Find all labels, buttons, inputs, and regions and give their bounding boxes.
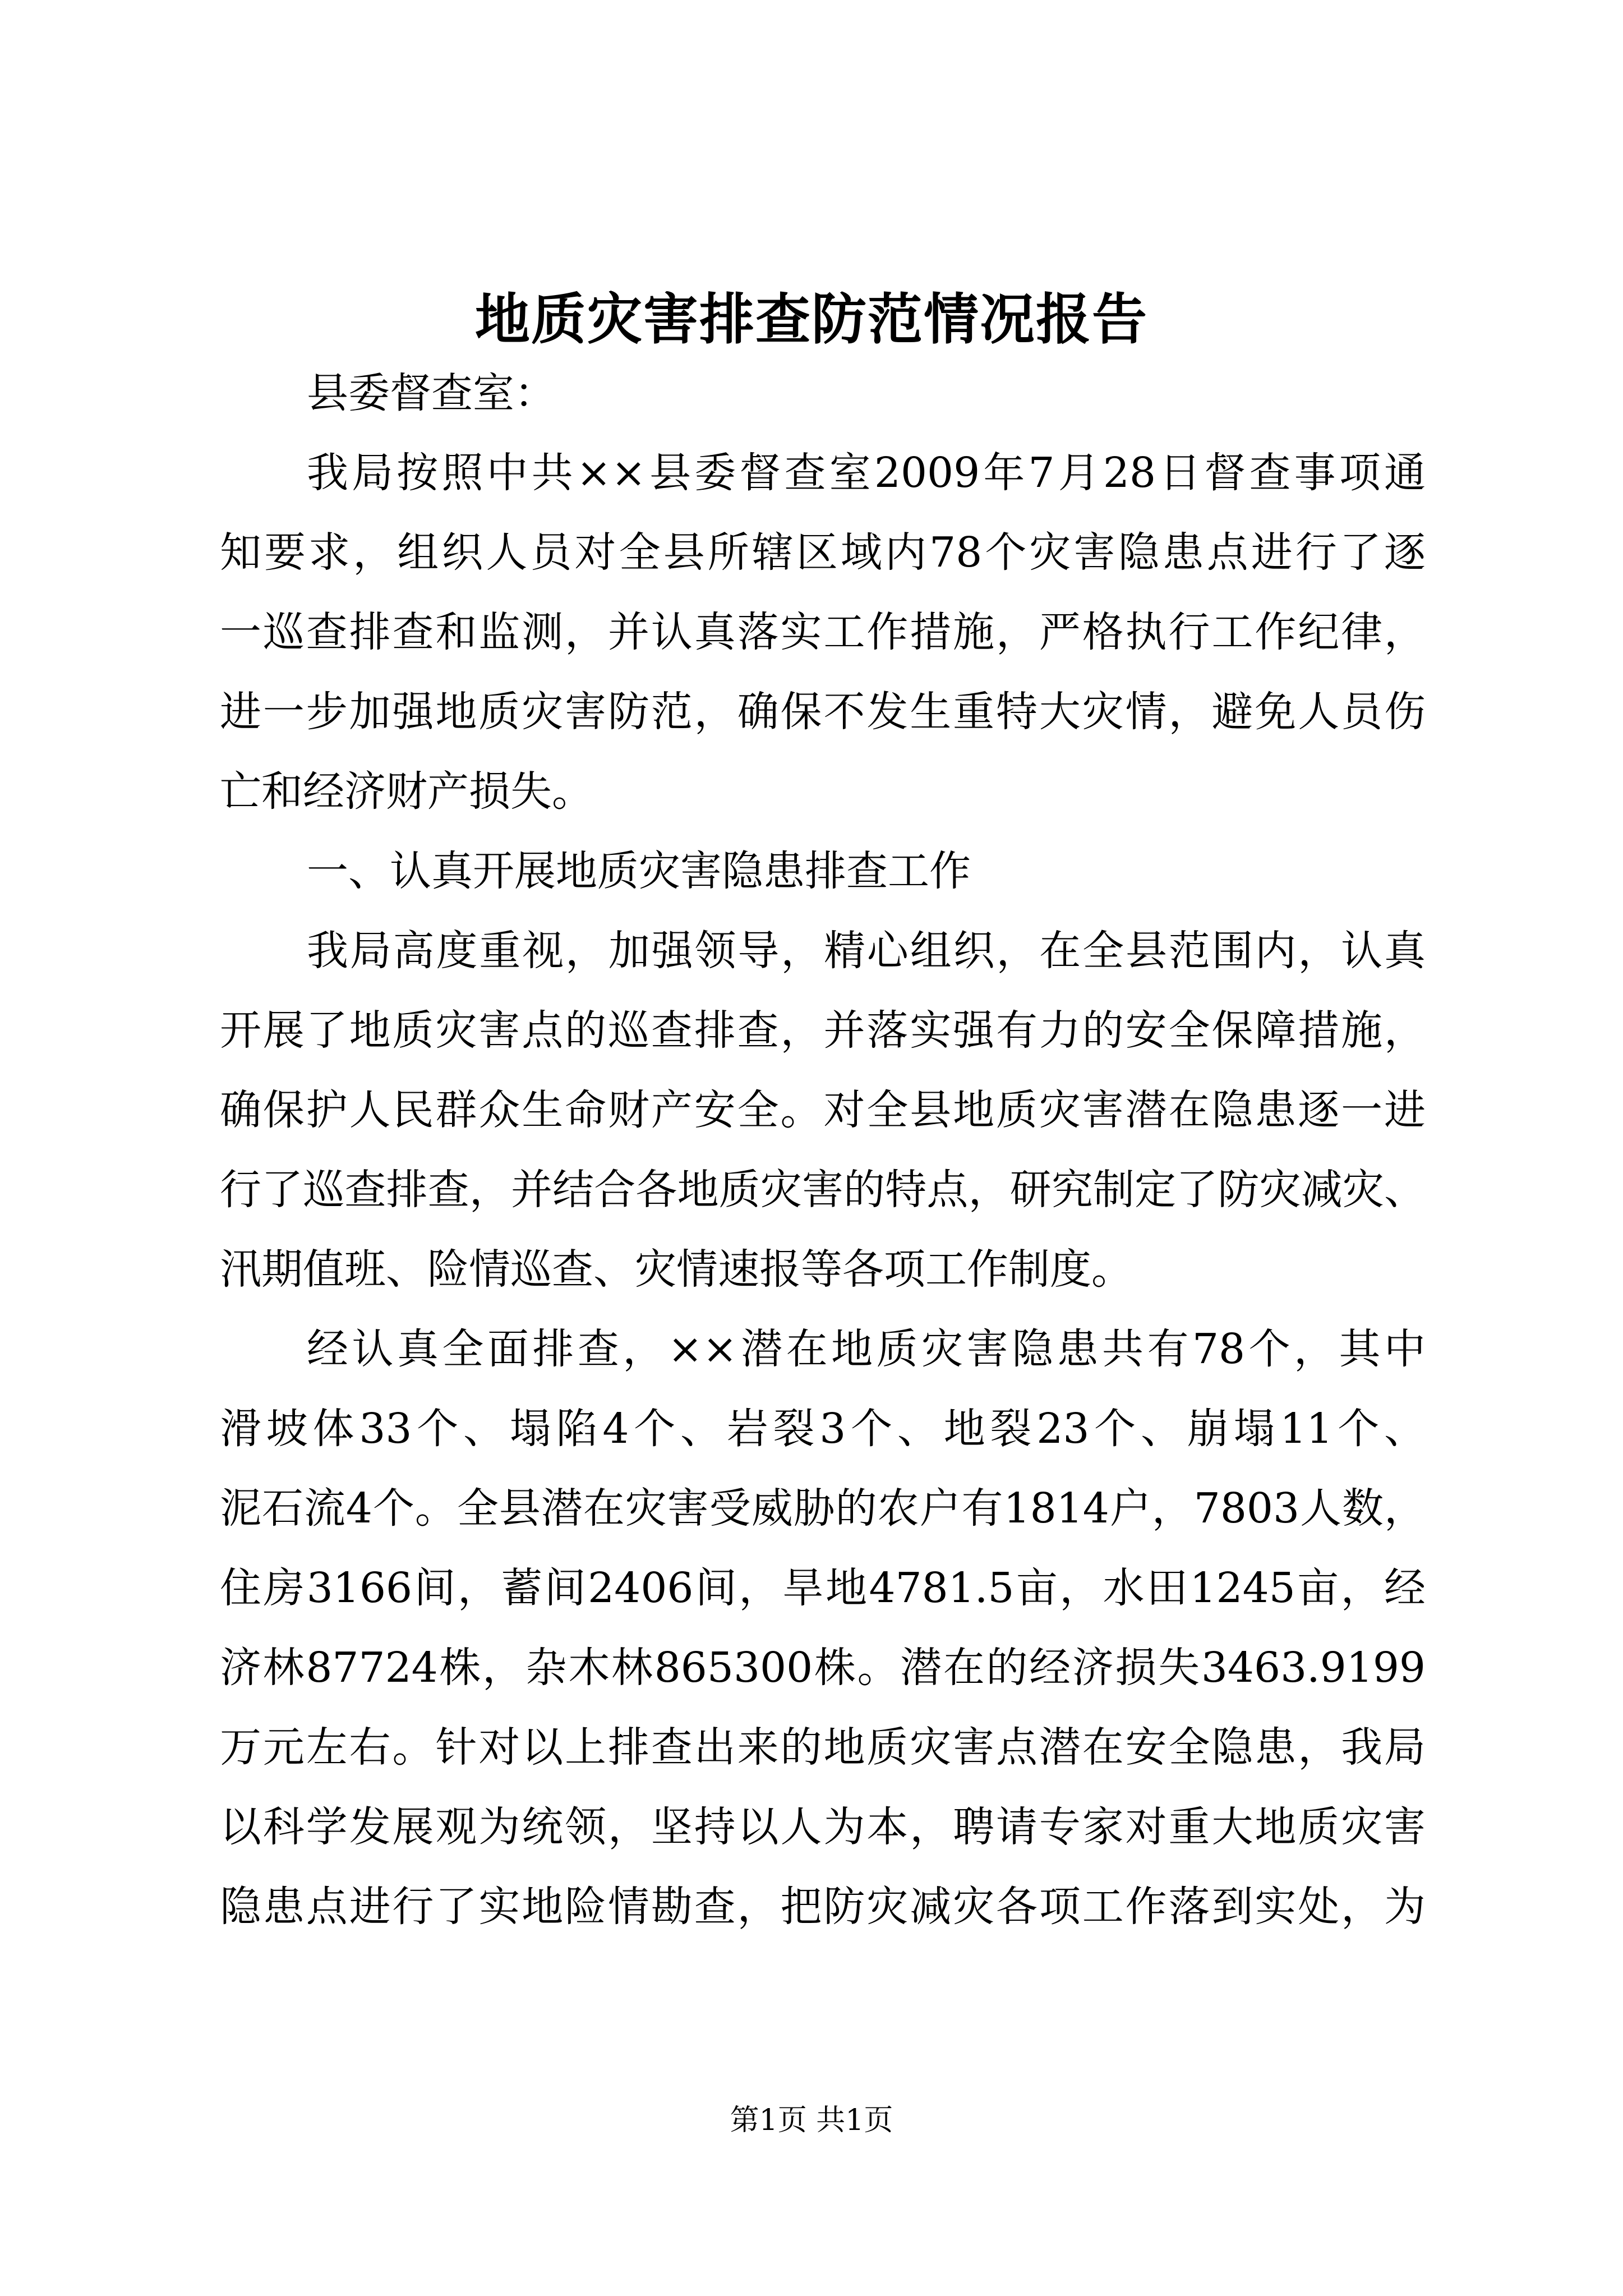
document-title: 地质灾害排查防范情况报告 (474, 287, 1148, 352)
body-line: 县委督查室： (307, 369, 556, 417)
body-line: 万元左右。针对以上排查出来的地质灾害点潜在安全隐患，我局 (220, 1723, 1426, 1772)
body-line: 住房3166间，蓄间2406间，旱地4781.5亩，水田1245亩，经 (220, 1564, 1426, 1612)
body-line: 开展了地质灾害点的巡查排查，并落实强有力的安全保障措施， (220, 1006, 1426, 1055)
body-line: 汛期值班、险情巡查、灾情速报等各项工作制度。 (220, 1245, 1133, 1294)
body-line: 我局高度重视，加强领导，精心组织，在全县范围内，认真 (307, 927, 1426, 975)
body-line: 济林87724株，杂木林865300株。潜在的经济损失3463.9199 (220, 1644, 1426, 1692)
body-line: 知要求，组织人员对全县所辖区域内78个灾害隐患点进行了逐 (220, 528, 1426, 577)
body-line: 隐患点进行了实地险情勘查，把防灾减灾各项工作落到实处，为 (220, 1883, 1426, 1931)
body-line: 滑坡体33个、塌陷4个、岩裂3个、地裂23个、崩塌11个、 (220, 1405, 1426, 1453)
body-line: 经认真全面排查，××潜在地质灾害隐患共有78个，其中 (307, 1325, 1426, 1373)
body-line: 泥石流4个。全县潜在灾害受威胁的农户有1814户，7803人数， (220, 1484, 1426, 1533)
body-line: 行了巡查排查，并结合各地质灾害的特点，研究制定了防灾减灾、 (220, 1166, 1426, 1214)
page-footer: 第1页 共1页 (730, 2104, 893, 2137)
body-line: 我局按照中共××县委督查室2009年7月28日督查事项通 (307, 449, 1426, 497)
document-body (220, 353, 1426, 1947)
body-line: 确保护人民群众生命财产安全。对全县地质灾害潜在隐患逐一进 (220, 1086, 1426, 1134)
body-line: 亡和经济财产损失。 (220, 767, 593, 816)
body-line: 进一步加强地质灾害防范，确保不发生重特大灾情，避免人员伤 (220, 688, 1426, 736)
body-line: 一、认真开展地质灾害隐患排查工作 (307, 847, 971, 895)
body-line: 以科学发展观为统领，坚持以人为本，聘请专家对重大地质灾害 (220, 1803, 1426, 1851)
body-line: 一巡查排查和监测，并认真落实工作措施，严格执行工作纪律， (220, 608, 1426, 656)
